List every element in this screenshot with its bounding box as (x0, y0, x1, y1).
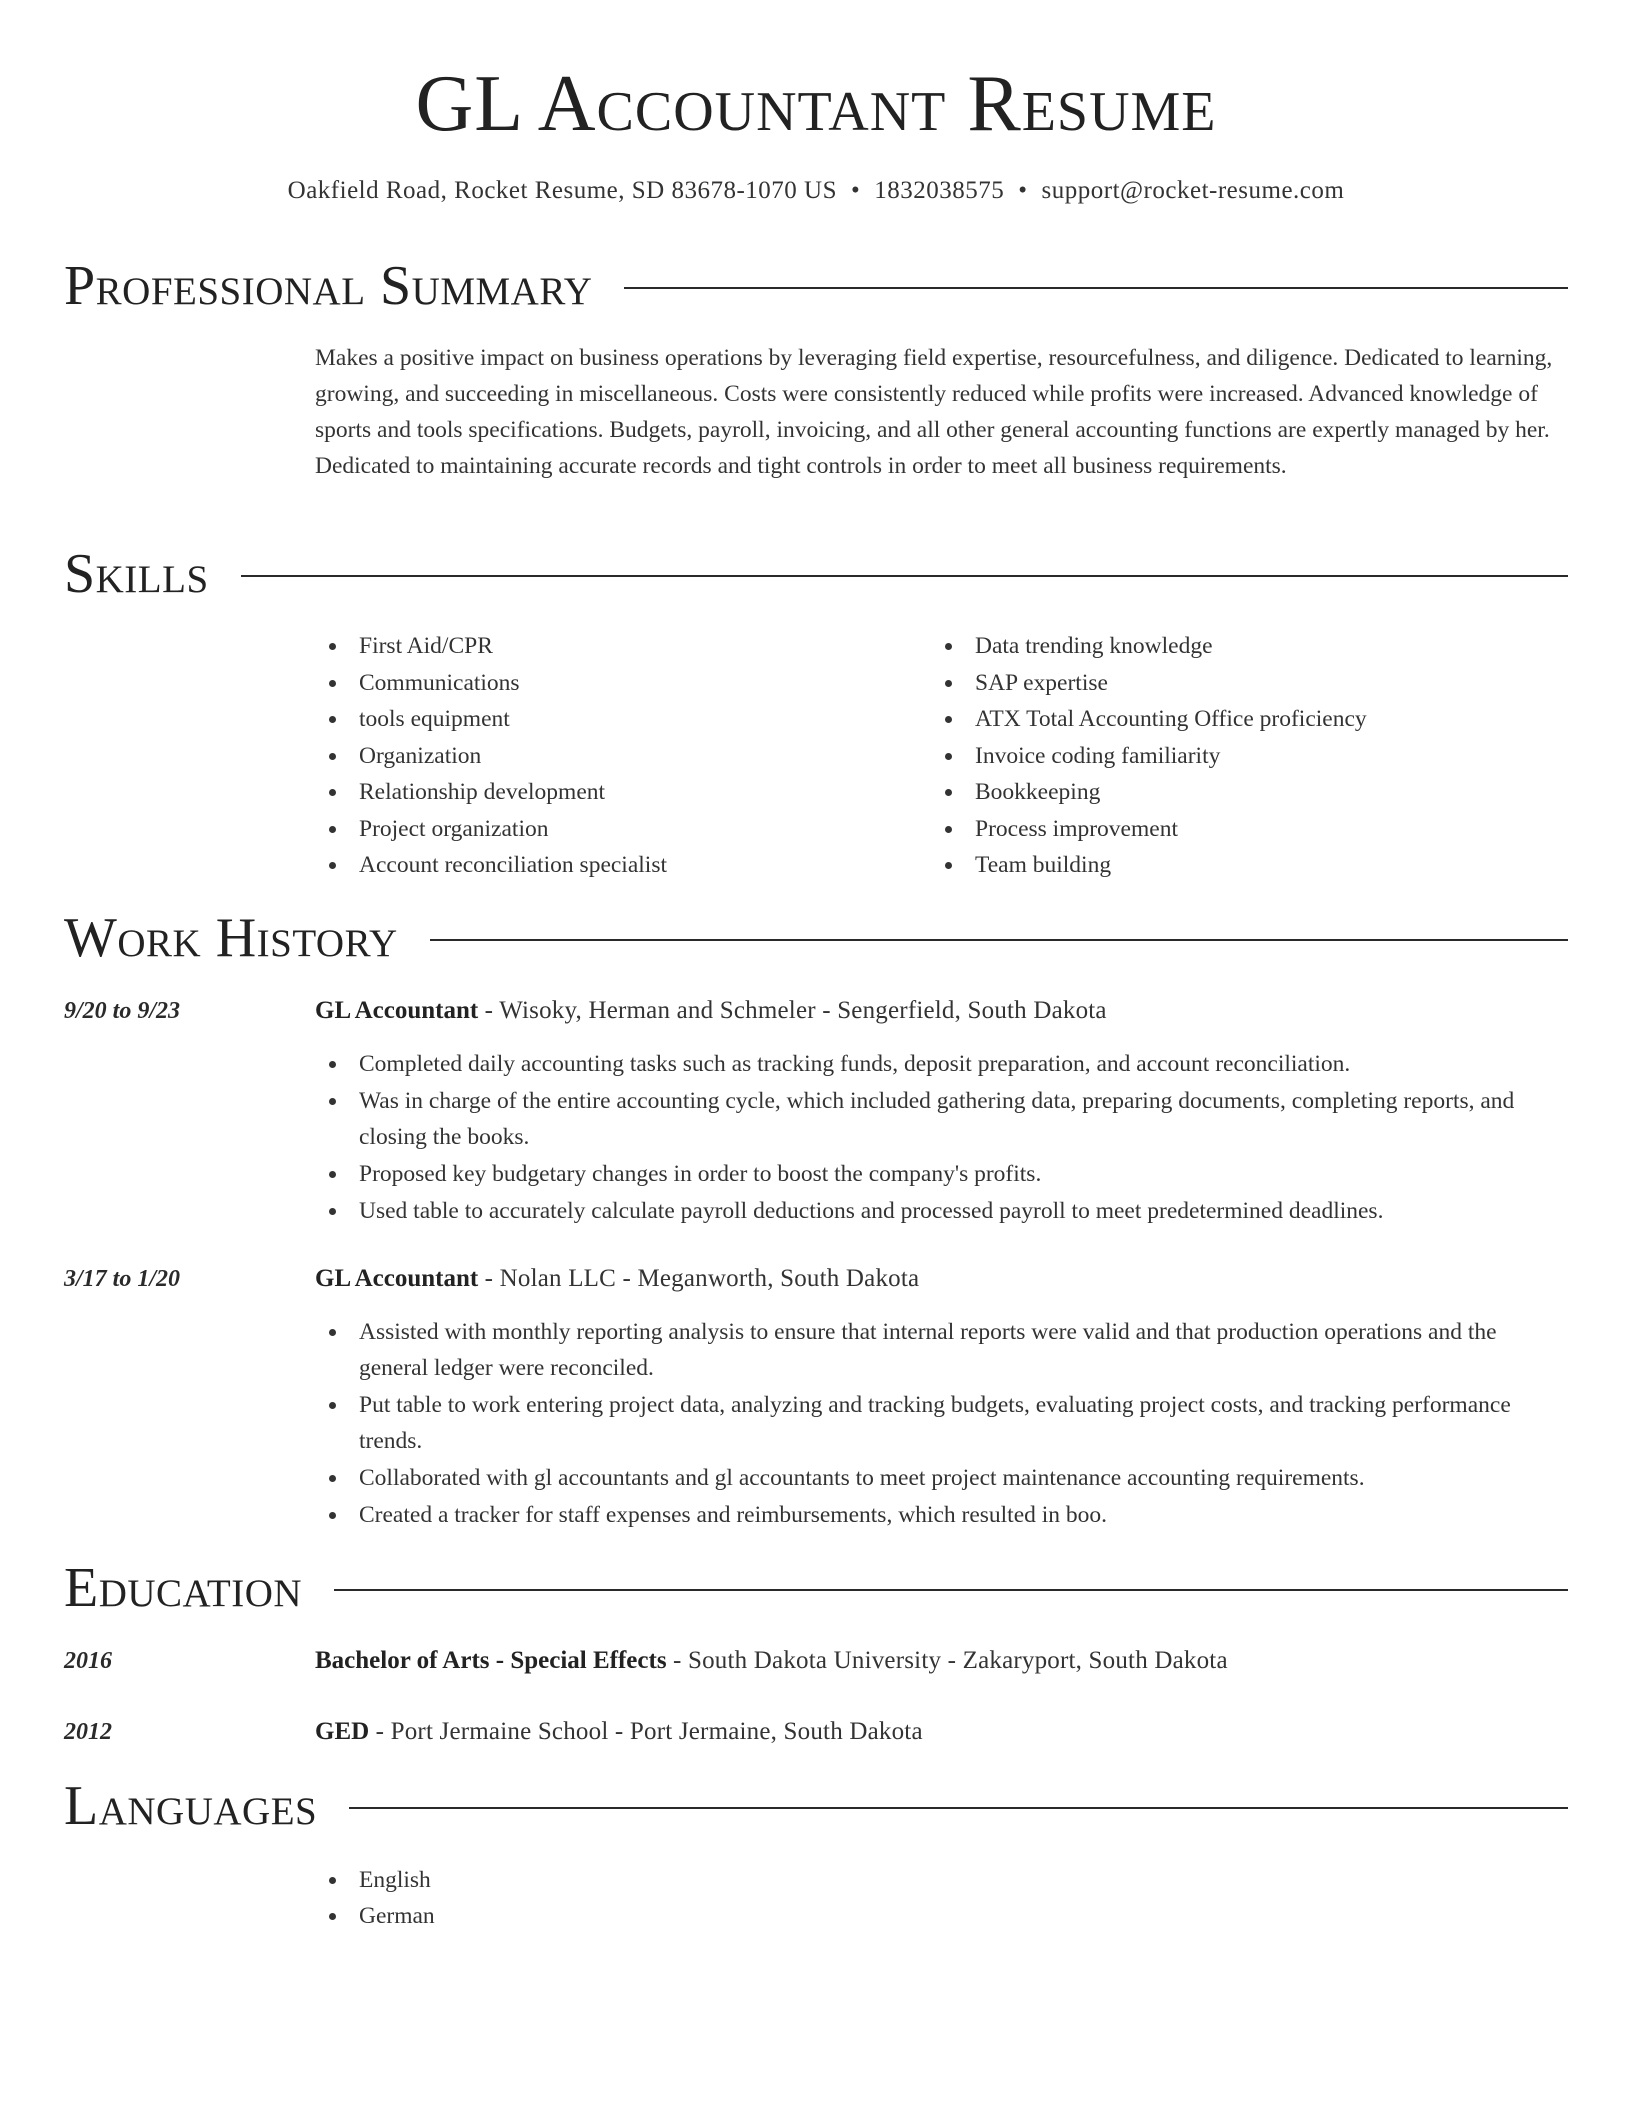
education-year: 2012 (64, 1719, 112, 1745)
duty-item: Used table to accurately calculate payroll deductions and processed payroll to meet predetermined deadlines. (315, 1193, 1565, 1229)
section-divider (430, 939, 1568, 941)
resume-title: GL Accountant Resume (415, 60, 1217, 148)
job-heading (315, 994, 1572, 1028)
skill-item: Process improvement (931, 811, 1367, 848)
job-dates: 3/17 to 1/20 (64, 1266, 181, 1292)
section-title-skills: Skills (64, 543, 209, 605)
skill-item: SAP expertise (931, 665, 1367, 702)
skill-item: Data trending knowledge (931, 628, 1367, 665)
skill-item: Communications (315, 665, 667, 702)
skills-list-left (315, 628, 667, 884)
skill-item: ATX Total Accounting Office proficiency (931, 701, 1367, 738)
duty-item: Assisted with monthly reporting analysis to ensure that internal reports were valid and that production operations and the general ledger were reconciled. (315, 1314, 1565, 1386)
education-degree: GED (315, 1718, 370, 1745)
contact-email: support@rocket-resume.com (1041, 177, 1345, 204)
duty-item: Put table to work entering project data, analyzing and tracking budgets, evaluating project costs, and tracking performance trends. (315, 1387, 1565, 1459)
job-heading (315, 1262, 1572, 1296)
summary-text: Makes a positive impact on business operations by leveraging field expertise, resourcefulness, and diligence. Dedicated to learning, growing, and succeeding in miscellaneous. Costs were consistently reduced while profits were increased. Advanced knowledge of sports and tools specifications. Budgets, payroll, invoicing, and all other general accounting functions are expertly managed by her. Dedicated to maintaining accurate records and tight controls in order to meet all business requirements. (315, 345, 1553, 479)
job-title: GL Accountant (315, 997, 479, 1024)
contact-separator: • (851, 177, 861, 204)
section-header-summary (64, 254, 1568, 318)
section-title-summary: Professional Summary (64, 255, 593, 317)
education-entry (315, 1644, 1572, 1678)
duty-item: Was in charge of the entire accounting cycle, which included gathering data, preparing documents, completing reports, and closing the books. (315, 1083, 1565, 1155)
skill-item: tools equipment (315, 701, 667, 738)
skill-item: Project organization (315, 811, 667, 848)
skill-item: Bookkeeping (931, 774, 1367, 811)
education-entry (315, 1715, 1572, 1749)
skill-item: Relationship development (315, 774, 667, 811)
duty-item: Completed daily accounting tasks such as tracking funds, deposit preparation, and account reconciliation. (315, 1046, 1565, 1082)
skill-item: Organization (315, 738, 667, 775)
duty-item: Collaborated with gl accountants and gl accountants to meet project maintenance accounting requirements. (315, 1460, 1565, 1496)
education-school: - Port Jermaine School - Port Jermaine, South Dakota (369, 1718, 923, 1745)
section-divider (334, 1589, 1568, 1591)
education-degree: Bachelor of Arts - Special Effects (315, 1647, 667, 1674)
education-school: - South Dakota University - Zakaryport, South Dakota (666, 1647, 1228, 1674)
skill-item: Account reconciliation specialist (315, 847, 667, 884)
section-divider (349, 1807, 1568, 1809)
contact-phone: 1832038575 (874, 177, 1005, 204)
section-title-education: Education (64, 1557, 303, 1619)
job-duties (315, 1314, 1565, 1534)
job-title: GL Accountant (315, 1265, 479, 1292)
duty-item: Proposed key budgetary changes in order to boost the company's profits. (315, 1156, 1565, 1192)
skill-item: First Aid/CPR (315, 628, 667, 665)
section-divider (624, 287, 1568, 289)
job-dates: 9/20 to 9/23 (64, 998, 181, 1024)
contact-address: Oakfield Road, Rocket Resume, SD 83678-1070 US (287, 177, 837, 204)
language-item: English (315, 1862, 435, 1898)
job-employer: - Wisoky, Herman and Schmeler - Sengerfield, South Dakota (478, 997, 1107, 1024)
section-title-work: Work History (64, 907, 398, 969)
language-item: German (315, 1898, 435, 1934)
education-year: 2016 (64, 1648, 112, 1674)
skill-item: Invoice coding familiarity (931, 738, 1367, 775)
job-employer: - Nolan LLC - Meganworth, South Dakota (478, 1265, 920, 1292)
skill-item: Team building (931, 847, 1367, 884)
job-duties (315, 1046, 1565, 1230)
section-divider (241, 575, 1568, 577)
skills-list-right (931, 628, 1367, 884)
section-header-languages (64, 1774, 1568, 1838)
contact-line (0, 174, 1632, 208)
section-header-skills (64, 542, 1568, 606)
section-header-work (64, 906, 1568, 970)
section-title-languages: Languages (64, 1775, 318, 1837)
contact-separator: • (1018, 177, 1028, 204)
duty-item: Created a tracker for staff expenses and reimbursements, which resulted in boo. (315, 1497, 1565, 1533)
section-header-education (64, 1556, 1568, 1620)
languages-list (315, 1862, 435, 1934)
